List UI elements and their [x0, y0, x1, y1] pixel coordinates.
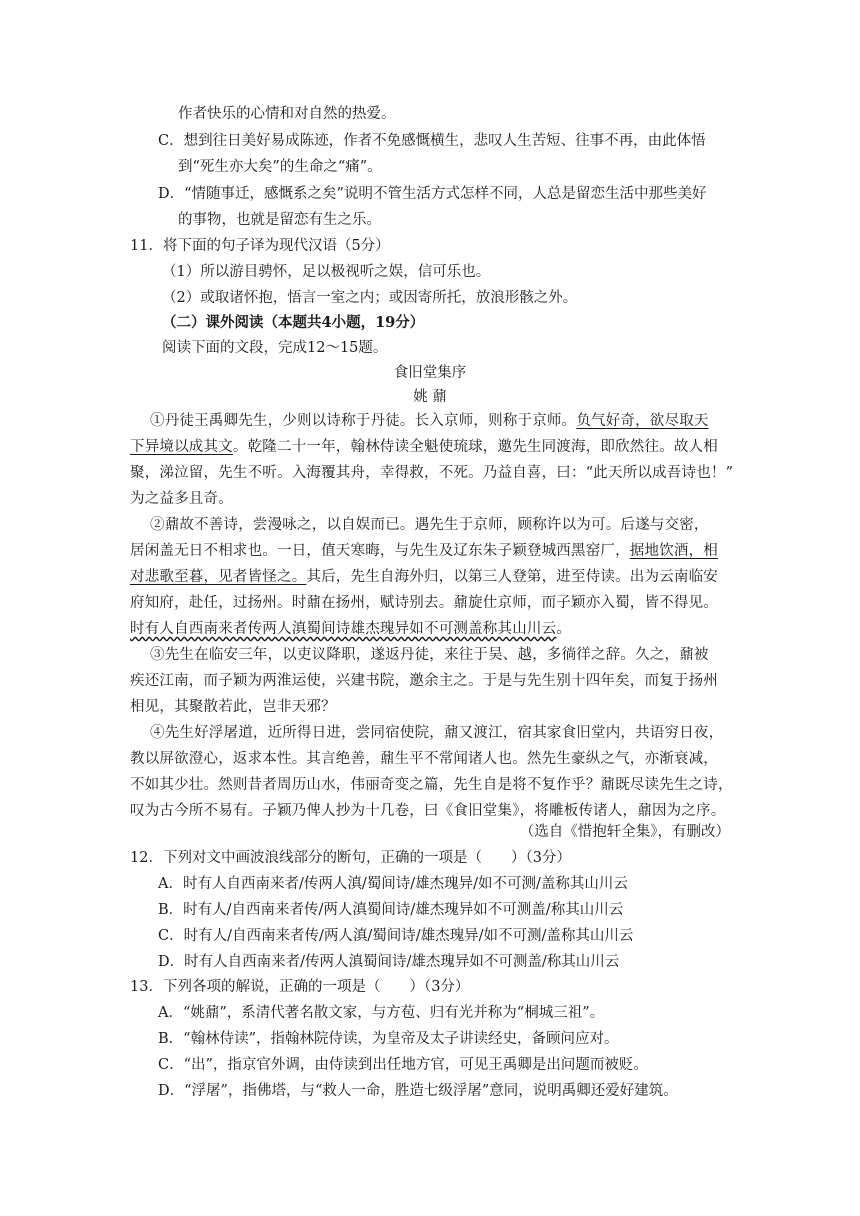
q13-option-a: A．“姚鼐”，系清代著名散文家，与方苞、归有光并称为“桐城三祖”。: [158, 1005, 605, 1021]
passage-line: [130, 619, 730, 639]
q11-stem: 11．将下面的句子译为现代汉语（5分）: [130, 238, 390, 254]
passage-line: [150, 411, 730, 431]
q10-option-b-continued: 作者快乐的心情和对自然的热爱。: [178, 106, 396, 122]
passage-line: 教以屏欲澄心，返求本性。其言绝善，鼐生平不常闻诸人也。然先生豪纵之气，亦渐衰减，: [130, 751, 718, 767]
passage-line: ③先生在临安三年，以吏议降职，遂返丹徒，来往于吴、越，多徜徉之辞。久之，鼐被: [150, 647, 709, 663]
passage-source: （选自《惜抱轩全集》，有删改）: [519, 824, 730, 840]
q12-option-d: D．时有人自西南来者/传两人滇蜀间诗/雄杰瑰异如不可测盖/称其山川云: [158, 954, 620, 970]
passage-line: 叹为古今所不易有。子颖乃俾人抄为十几卷，曰《食旧堂集》，将雕板传诸人，鼐因为之序。: [130, 803, 726, 819]
passage-text: 居闲盖无日不相求也。一日，值天寒晦，与先生及辽东朱子颖登城西黑窑厂，: [130, 543, 630, 559]
passage-text: 。乾隆二十一年，翰林侍读全魁使琉球，邀先生同渡海，即欣然往。故人相: [232, 439, 719, 455]
q13-stem: 13．下列各项的解说，正确的一项是（ ）（3分）: [130, 979, 470, 995]
q12-option-c: C．时有人/自西南来者传/两人滇/蜀间诗/雄杰瑰异/如不可测/盖称其山川云: [158, 928, 634, 944]
q12-option-b: B．时有人/自西南来者传/两人滇蜀间诗/雄杰瑰异如不可测盖/称其山川云: [158, 902, 624, 918]
passage-line: 为之益多且奇。: [130, 491, 233, 507]
passage-line: 聚，涕泣留，先生不听。入海覆其舟，幸得救，不死。乃益自喜，曰：“此天所以成吾诗也！”: [130, 465, 734, 481]
passage-line: 相见，其聚散若此，岂非天邪？: [130, 699, 336, 715]
wavy-underlined-sentence: 时有人自西南来者传两人滇蜀间诗雄杰瑰异如不可测盖称其山川云: [130, 621, 557, 637]
q13-option-c: C．“出”，指京官外调，由侍读到出任地方官，可见王禹卿是出问题而被贬。: [158, 1057, 648, 1073]
underlined-sentence: 下异境以成其文: [130, 439, 233, 455]
passage-line: ④先生好浮屠道，近所得日进，尝同宿使院，鼐又渡江，宿其家食旧堂内，共语穷日夜，: [150, 725, 724, 741]
passage-text: ①丹徒王禹卿先生，少则以诗称于丹徒。长入京师，则称于京师。: [150, 413, 577, 429]
passage-author: 姚 鼐: [413, 389, 447, 405]
q10-option-c-continued: 到“死生亦大矣”的生命之“痛”。: [178, 159, 382, 175]
q10-option-d: D．“情随事迁，感慨系之矣”说明不管生活方式怎样不同，人总是留恋生活中那些美好: [158, 186, 707, 202]
q10-option-c: C．想到往日美好易成陈迹，作者不免感慨横生，悲叹人生苦短、往事不再，由此体悟: [158, 133, 706, 149]
q13-option-b: B．“翰林侍读”，指翰林院侍读，为皇帝及太子讲读经史，备顾问应对。: [158, 1031, 619, 1047]
q11-sentence-1: （1）所以游目骋怀，足以极视听之娱，信可乐也。: [162, 264, 491, 280]
passage-text: 其后，先生自海外归，以第三人登第，进至侍读。出为云南临安: [306, 569, 719, 585]
q11-sentence-2: （2）或取诸怀抱，悟言一室之内；或因寄所托，放浪形骸之外。: [162, 290, 578, 306]
passage-line: 不如其少壮。然则昔者周历山水，伟丽奇变之篇，先生自是将不复作乎？鼐既尽读先生之诗，: [130, 777, 733, 793]
underlined-sentence: 对悲歌至暮，见者皆怪之。: [130, 569, 307, 585]
passage-line: [130, 567, 730, 587]
passage-line: [130, 541, 730, 561]
q12-option-a: A．时有人自西南来者/传两人滇/蜀间诗/雄杰瑰异/如不可测/盖称其山川云: [158, 876, 628, 892]
passage-line: 府知府，赴任，过扬州。时鼐在扬州，赋诗别去。鼐旋仕京师，而子颖亦入蜀，皆不得见。: [130, 595, 718, 611]
passage-line: [130, 437, 730, 457]
underlined-sentence: 负气好奇，欲尽取天: [576, 413, 709, 429]
q12-stem: 12．下列对文中画波浪线部分的断句，正确的一项是（ ）（3分）: [130, 850, 571, 866]
underlined-sentence: 据地饮酒，相: [629, 543, 718, 559]
reading-instruction: 阅读下面的文段，完成12～15题。: [162, 340, 388, 356]
passage-text: 。: [556, 621, 572, 637]
passage-line: 疾还江南，而子颖为两淮运使，兴建书院，邀余主之。于是与先生别十四年矣，而复于扬州: [130, 673, 718, 689]
passage-line: ②鼐故不善诗，尝漫咏之，以自娱而已。遇先生于京师，顾称许以为可。后遂与交密，: [150, 517, 709, 533]
q10-option-d-continued: 的事物，也就是留恋有生之乐。: [178, 212, 381, 228]
q13-option-d: D．“浮屠”，指佛塔，与“救人一命，胜造七级浮屠”意同，说明禹卿还爱好建筑。: [158, 1083, 678, 1099]
section-heading: （二）课外阅读（本题共4小题，19分）: [162, 314, 425, 331]
passage-title: 食旧堂集序: [393, 365, 467, 381]
